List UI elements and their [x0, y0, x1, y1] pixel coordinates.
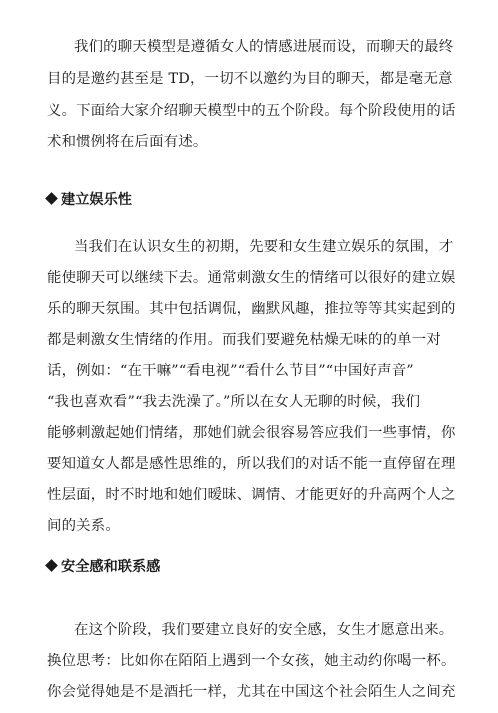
paragraph-line: 当我们在认识女生的初期，先要和女生建立娱乐的氛围，才 [74, 239, 454, 255]
intro-line: 义。下面给大家介绍聊天模型中的五个阶段。每个阶段使用的话 [47, 103, 456, 119]
paragraph-line: 你会觉得她是不是酒托一样，尤其在中国这个社会陌生人之间充 [47, 684, 456, 700]
section-heading-text: 建立娱乐性 [61, 192, 132, 208]
paragraph-line: 话，例如：“在干嘛”“看电视”“看什么节目”“中国好声音” [47, 363, 414, 379]
diamond-bullet-icon [45, 192, 58, 205]
paragraph-line: 间的关系。 [47, 518, 120, 534]
paragraph-line: 在这个阶段，我们要建立良好的安全感，女生才愿意出来。 [74, 622, 454, 638]
intro-line: 目的是邀约甚至是 TD，一切不以邀约为目的聊天，都是毫无意 [47, 71, 453, 87]
diamond-bullet-icon [45, 559, 58, 572]
section-heading-entertainment [46, 191, 132, 209]
paragraph-line: 能够刺激起她们情绪，那她们就会很容易答应我们一些事情，你 [47, 425, 456, 441]
intro-line: 术和惯例将在后面有述。 [47, 134, 208, 150]
section-heading-text: 安全感和联系感 [61, 559, 161, 575]
paragraph-line: 乐的聊天氛围。其中包括调侃，幽默风趣，推拉等等其实起到的 [47, 301, 456, 317]
section-heading-security [46, 558, 160, 576]
paragraph-line: 能使聊天可以继续下去。通常刺激女生的情绪可以很好的建立娱 [47, 270, 456, 286]
paragraph-line: 换位思考：比如你在陌陌上遇到一个女孩，她主动约你喝一杯。 [47, 653, 456, 669]
paragraph-line: 性层面，时不时地和她们暧昧、调情、才能更好的升高两个人之 [47, 487, 456, 503]
paragraph-line: “我也喜欢看”“我去洗澡了。”所以在女人无聊的时候，我们 [47, 394, 421, 410]
intro-line: 我们的聊天模型是遵循女人的情感进展而设，而聊天的最终 [74, 39, 454, 55]
paragraph-line: 都是刺激女生情绪的作用。而我们要避免枯燥无味的的单一对 [47, 332, 441, 348]
paragraph-line: 要知道女人都是感性思维的，所以我们的对话不能一直停留在理 [47, 456, 456, 472]
